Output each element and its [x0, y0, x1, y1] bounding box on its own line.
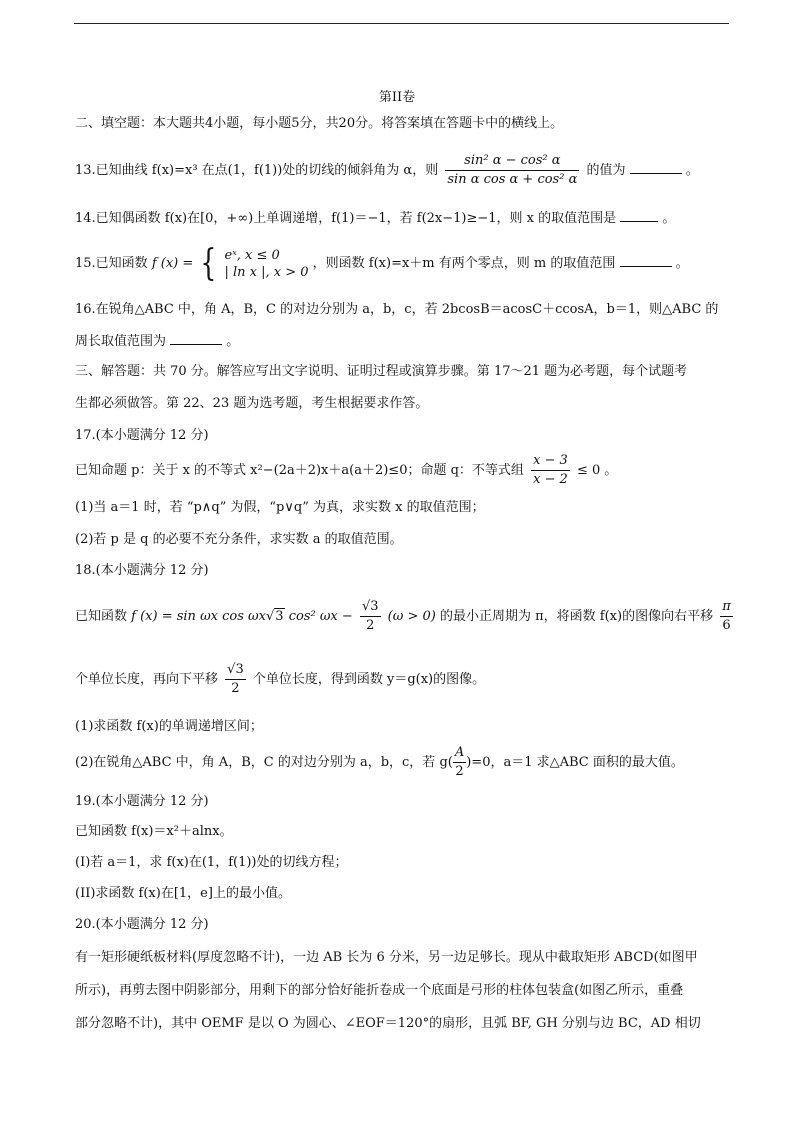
- q17-denominator: x − 2: [533, 472, 568, 487]
- q17-fraction: [531, 453, 570, 488]
- q18-expression-b: cos² ωx −: [288, 609, 353, 624]
- question-14: [75, 209, 675, 227]
- q16-line2-text: 周长取值范围为: [75, 334, 167, 349]
- question-16-line-2: [75, 332, 239, 350]
- top-rule: [74, 23, 729, 24]
- q18-condition: (ω > 0): [387, 609, 436, 624]
- q18-frac-pi-6: $\frac{\pi}{6}$: [722, 599, 731, 633]
- q19-title: 19.(本小题满分 12 分): [75, 794, 209, 809]
- q17-numerator: x − 3: [531, 453, 570, 471]
- q20-title: 20.(本小题满分 12 分): [75, 917, 209, 932]
- q13-numerator: sin² α − cos² α: [445, 153, 579, 171]
- q14-end: 。: [662, 211, 676, 226]
- q19-part-1: (I)若 a＝1，求 f(x)在(1，f(1))处的切线方程；: [75, 855, 348, 870]
- q13-denominator: sin α cos α + cos² α: [447, 172, 578, 187]
- q16-end: 。: [226, 334, 240, 349]
- q18-part2-b: )=0，a＝1 求△ABC 面积的最大值。: [466, 755, 684, 770]
- q13-answer-blank[interactable]: [630, 161, 682, 174]
- q17-stem: [75, 452, 617, 490]
- q18-expression: f (x) = sin ωx cos ωx: [131, 609, 266, 624]
- q16-answer-blank[interactable]: [170, 332, 222, 345]
- q18-part2-a: (2)在锐角△ABC 中，角 A，B，C 的对边分别为 a，b，c，若 g(: [75, 755, 453, 770]
- q18-stem-a: 已知函数: [75, 609, 128, 624]
- q13-prefix: 13.已知曲线 f(x)=x³ 在点(1，f(1))处的切线的倾斜角为 α，则: [75, 163, 439, 178]
- q15-prefix: 15.已知函数: [75, 256, 148, 271]
- q18-frac-sqrt3-2: $\frac{√3}{2}$: [361, 599, 379, 633]
- part2-heading: 二、填空题：本大题共4小题，每小题5分，共20分。将答案填在答题卡中的横线上。: [75, 116, 564, 131]
- q18-line2-b: 个单位长度，得到函数 y＝g(x)的图像。: [252, 672, 486, 687]
- q17-part-2: (2)若 p 是 q 的必要不充分条件，求实数 a 的取值范围。: [75, 532, 403, 547]
- q13-end: 。: [685, 163, 699, 178]
- q20-line-1: 有一矩形硬纸板材料(厚度忽略不计)，一边 AB 长为 6 分米，另一边足够长。现从中截取矩形 ABCD(如图甲: [75, 950, 698, 965]
- question-16-line-1: 16.在锐角△ABC 中，角 A，B，C 的对边分别为 a，b，c，若 2bcosB＝acosC＋ccosA，b＝1，则△ABC 的: [75, 302, 719, 317]
- q15-brace: {: [200, 242, 217, 284]
- q15-case-1: eˣ, x ≤ 0: [224, 247, 280, 263]
- q18-title: 18.(本小题满分 12 分): [75, 563, 209, 578]
- q15-suffix: ，则函数 f(x)=x＋m 有两个零点，则 m 的取值范围: [312, 256, 616, 271]
- q17-stem-suffix: ≤ 0 。: [576, 463, 618, 478]
- q15-end: 。: [675, 256, 689, 271]
- q18-part-2: [75, 743, 684, 783]
- q18-stem-line-2: [75, 660, 485, 700]
- q18-line2-a: 个单位长度，再向下平移: [75, 672, 219, 687]
- q13-suffix: 的值为: [586, 163, 626, 178]
- q17-part-1: (1)当 a＝1 时，若 “p∧q” 为假，“p∨q” 为真，求实数 x 的取值范围；: [75, 500, 485, 515]
- q18-sqrt: √3: [265, 609, 284, 624]
- q20-line-2: 所示)，再剪去图中阴影部分，用剩下的部分恰好能折卷成一个底面是弓形的柱体包装盒(如图乙所示，重叠: [75, 983, 684, 998]
- q18-stem-line-1: [75, 597, 736, 637]
- q18-frac-a-2: $\frac{A}{2}$: [454, 745, 465, 779]
- q17-title: 17.(本小题满分 12 分): [75, 428, 209, 443]
- q18-part-1: (1)求函数 f(x)的单调递增区间；: [75, 719, 263, 734]
- q14-text: 14.已知偶函数 f(x)在[0，+∞)上单调递增，f(1)＝−1，若 f(2x−1)≥−1，则 x 的取值范围是: [75, 211, 617, 226]
- part3-heading-line-2: 生都必须做答。第 22、23 题为选考题，考生根据要求作答。: [75, 396, 429, 411]
- section-title: 第II卷: [378, 90, 416, 105]
- part3-heading-line-1: 三、解答题：共 70 分。解答应写出文字说明、证明过程或演算步骤。第 17～21 题为必考题，每个试题考: [75, 364, 688, 379]
- q18-stem-b: 的最小正周期为 π，将函数 f(x)的图像向右平移: [439, 609, 714, 624]
- q18-frac-down: $\frac{√3}{2}$: [227, 662, 244, 696]
- q17-stem-prefix: 已知命题 p：关于 x 的不等式 x²−(2a＋2)x＋a(a＋2)≤0；命题 q：不等式组: [75, 463, 524, 478]
- q19-part-2: (II)求函数 f(x)在[1，e]上的最小值。: [75, 886, 291, 901]
- q15-cases: [224, 247, 308, 281]
- q19-stem: 已知函数 f(x)＝x²＋alnx。: [75, 824, 233, 839]
- q15-function: f (x) =: [151, 256, 194, 271]
- q20-line-3: 部分忽略不计)，其中 OEMF 是以 O 为圆心、∠EOF＝120°的扇形，且弧 BF, GH 分别与边 BC，AD 相切: [75, 1016, 701, 1031]
- question-15: [75, 242, 689, 284]
- q15-answer-blank[interactable]: [620, 254, 672, 267]
- q14-answer-blank[interactable]: [620, 209, 658, 222]
- question-13: [75, 153, 699, 189]
- q13-fraction: [445, 153, 579, 188]
- q15-case-2: | ln x |, x > 0: [224, 264, 309, 280]
